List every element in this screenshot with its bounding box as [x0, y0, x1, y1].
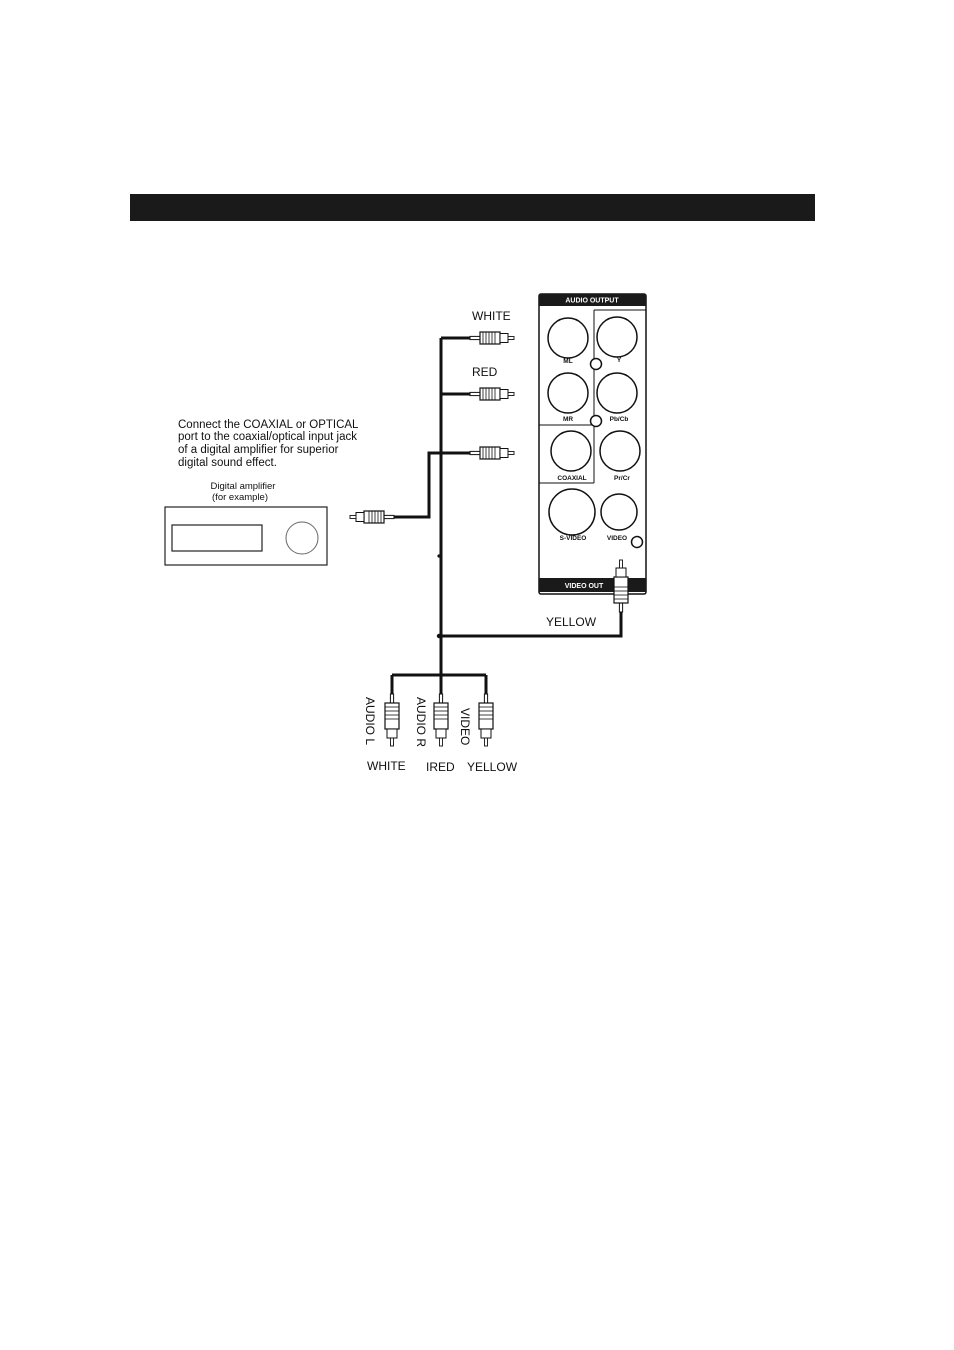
screw-icon: [591, 416, 602, 427]
digital-amplifier: [165, 507, 327, 565]
amplifier-coaxial-plug: [350, 511, 394, 523]
prcr-jack: [600, 431, 640, 471]
audio-r-label: AUDIO R: [414, 697, 428, 748]
bottom-red-label: IRED: [426, 760, 455, 774]
audio-l-label: AUDIO L: [363, 697, 377, 746]
video-plug-label: VIDEO: [458, 708, 472, 746]
coaxial-jack: [551, 431, 591, 471]
video-jack: [601, 494, 637, 530]
ml-jack: [548, 318, 588, 358]
yellow-cable-label: YELLOW: [546, 615, 597, 629]
coaxial-label: COAXIAL: [557, 475, 587, 482]
red-rca-plug: [470, 388, 514, 400]
wire-joint: [437, 634, 441, 638]
audio-l-plug: [385, 694, 399, 746]
video-jack-label: VIDEO: [606, 535, 628, 542]
wire-joint: [437, 554, 440, 557]
y-label: Y: [616, 357, 622, 364]
bottom-white-label: WHITE: [367, 759, 406, 773]
svideo-jack: [549, 489, 595, 535]
screw-icon: [591, 359, 602, 370]
audio-output-label: AUDIO OUTPUT: [565, 297, 619, 305]
audio-r-plug: [434, 694, 448, 746]
yellow-video-out-plug: [614, 560, 628, 612]
rear-panel: [539, 294, 646, 594]
pbcb-label: Pb/Cb: [609, 416, 629, 423]
instruction-line-1: Connect the COAXIAL or OPTICAL: [178, 419, 359, 431]
mr-label: MR: [562, 416, 574, 423]
red-cable-label: RED: [472, 365, 498, 379]
prcr-label: Pr/Cr: [614, 475, 630, 482]
video-out-label: VIDEO OUT: [564, 583, 604, 590]
amplifier-title: Digital amplifier: [210, 481, 276, 492]
white-rca-plug: [470, 332, 514, 344]
white-cable-label: WHITE: [472, 309, 511, 323]
amplifier-subtitle: (for example): [212, 492, 268, 503]
video-plug: [479, 694, 493, 746]
y-jack: [597, 317, 637, 357]
instruction-line-4: digital sound effect.: [178, 457, 277, 469]
bottom-yellow-label: YELLOW: [467, 760, 518, 774]
screw-icon: [632, 537, 643, 548]
svideo-label: S-VIDEO: [559, 535, 587, 542]
coaxial-rca-plug: [470, 447, 514, 459]
mr-jack: [548, 373, 588, 413]
instruction-line-2: port to the coaxial/optical input jack: [178, 431, 357, 443]
pbcb-jack: [597, 373, 637, 413]
ml-label: ML: [563, 358, 573, 365]
instruction-line-3: of a digital amplifier for superior: [178, 444, 339, 456]
